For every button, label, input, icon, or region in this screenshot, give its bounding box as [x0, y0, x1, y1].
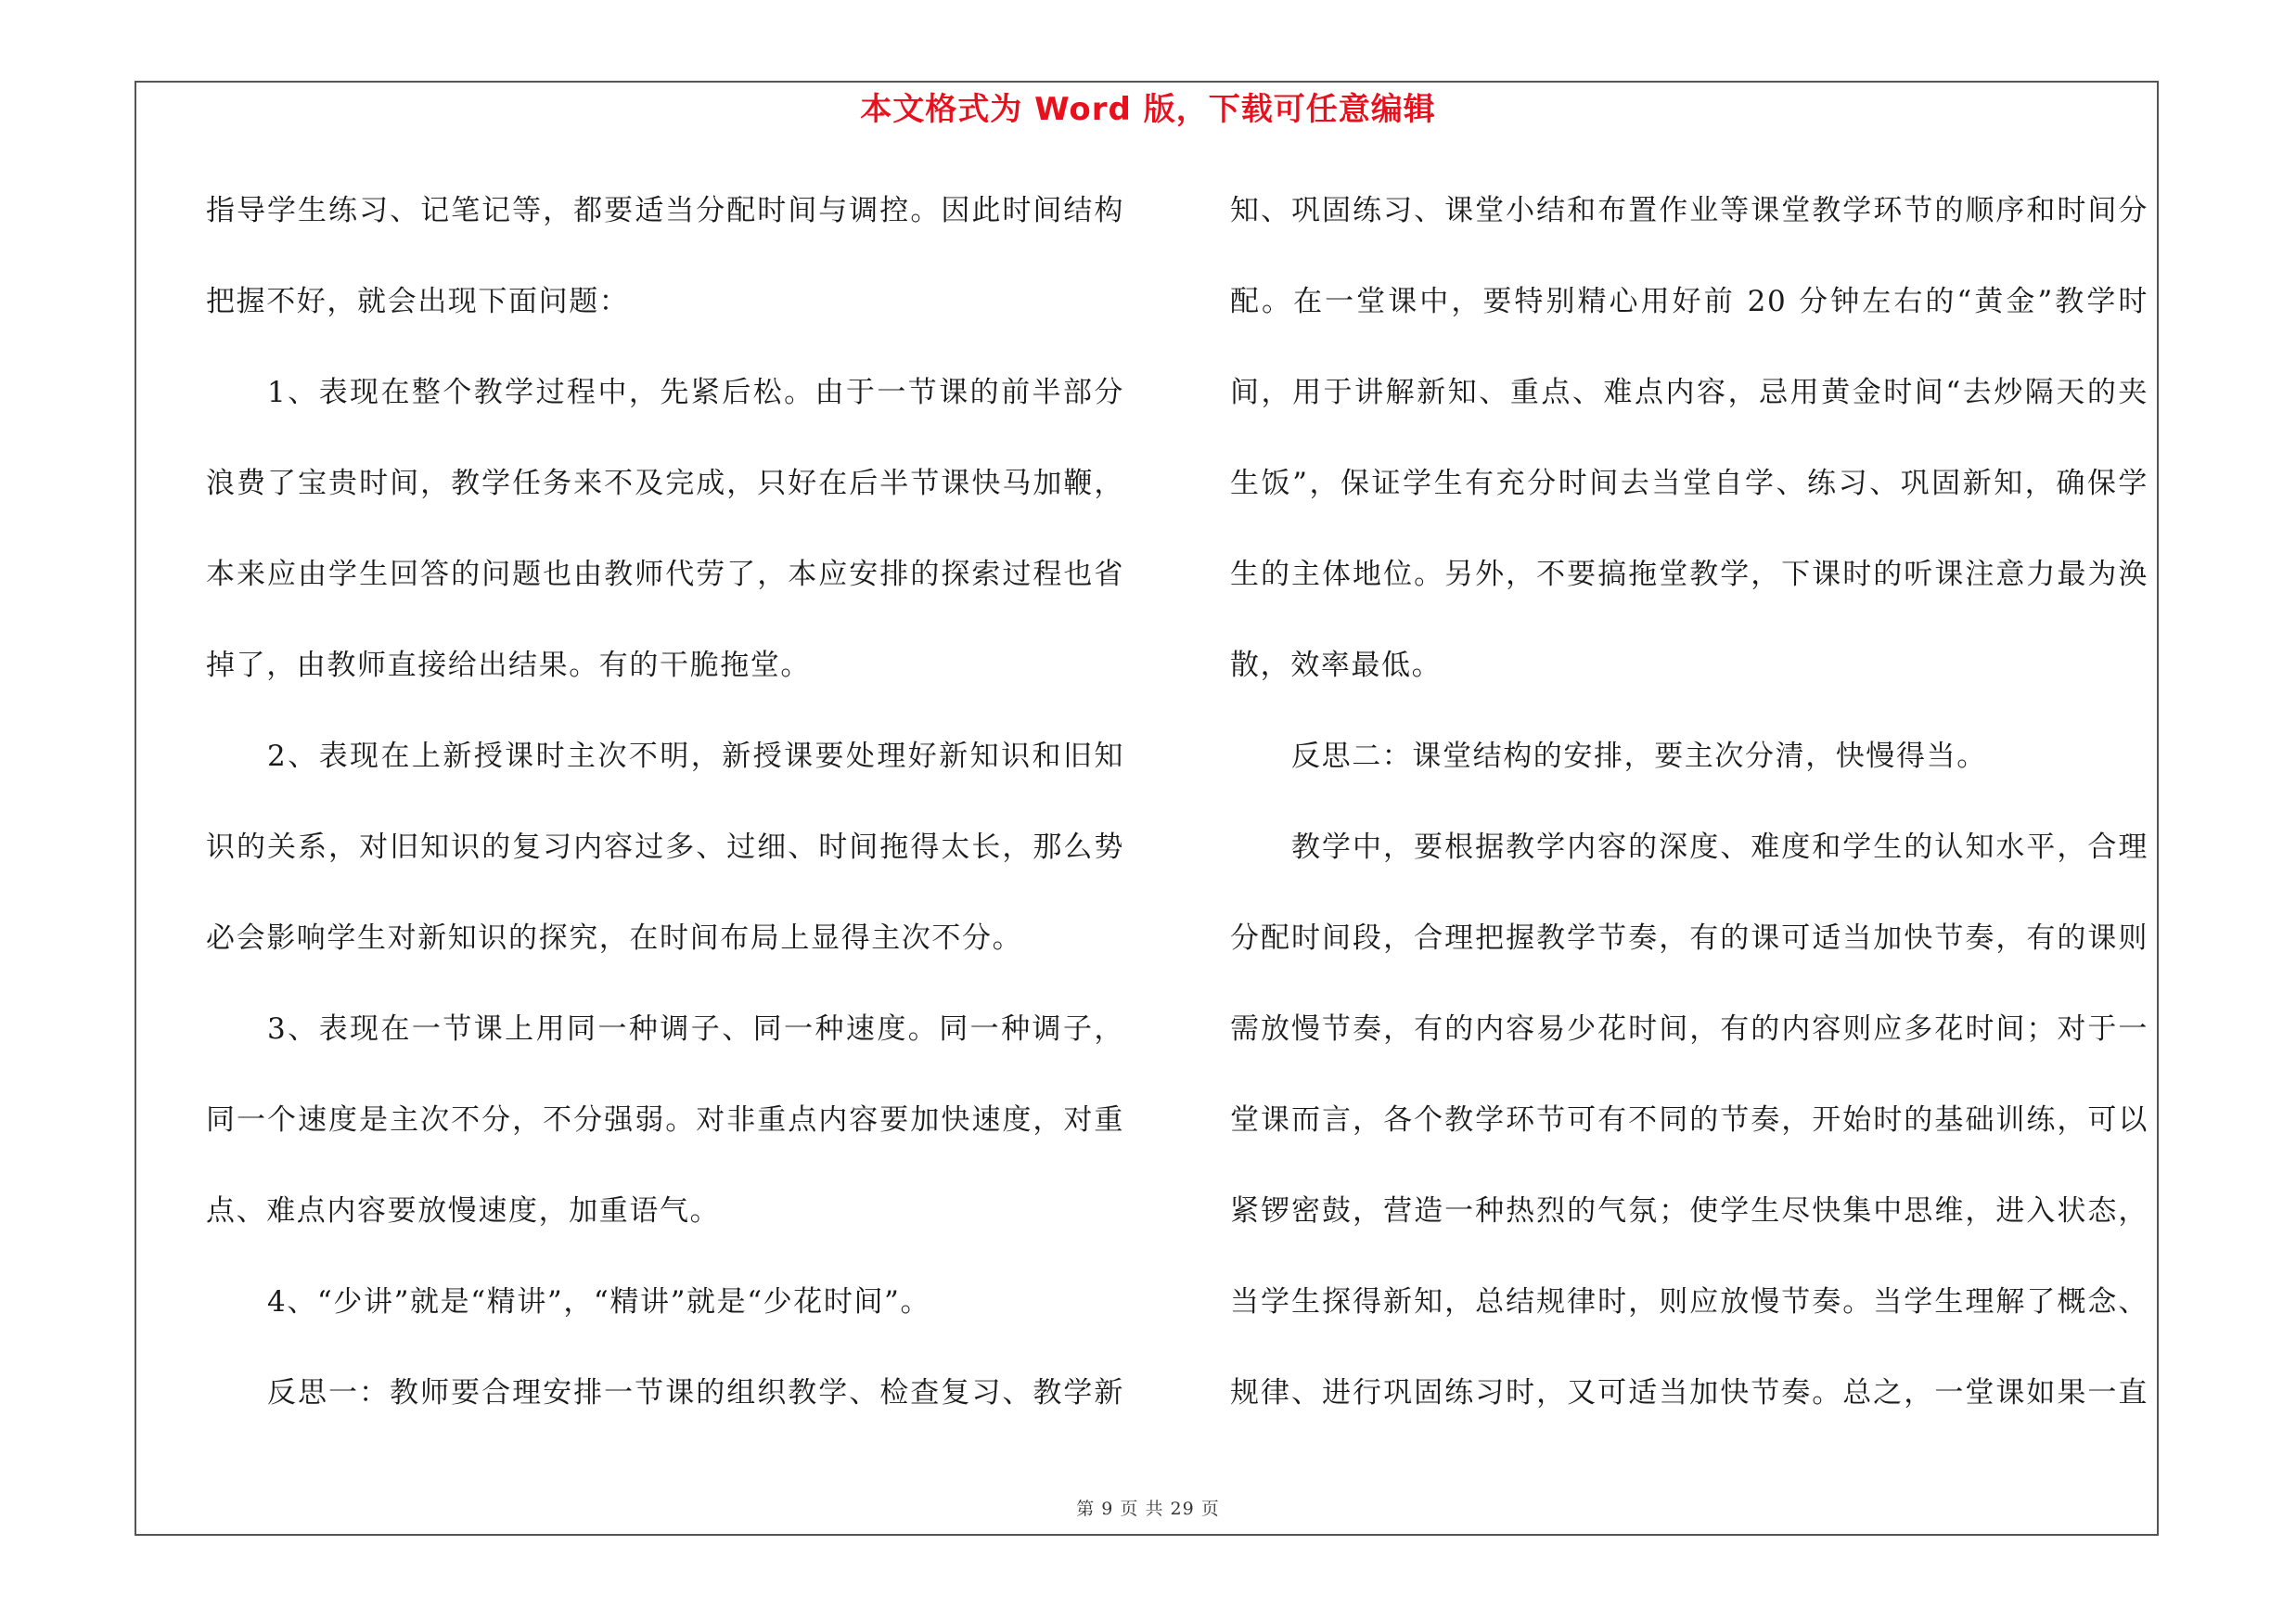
text-line: 2、表现在上新授课时主次不明，新授课要处理好新知识和旧知: [267, 740, 1124, 773]
text-line: 堂课而言，各个教学环节可有不同的节奏，开始时的基础训练，可以: [1230, 1103, 2148, 1137]
text-line: 散，效率最低。: [1230, 649, 1443, 682]
text-line: 需放慢节奏，有的内容易少花时间，有的内容则应多花时间；对于一: [1230, 1012, 2148, 1046]
text-line: 知、巩固练习、课堂小结和布置作业等课堂教学环节的顺序和时间分: [1230, 194, 2148, 227]
text-line: 生的主体地位。另外，不要搞拖堂教学，下课时的听课注意力最为涣: [1230, 558, 2148, 591]
text-line: 紧锣密鼓，营造一种热烈的气氛；使学生尽快集中思维，进入状态，: [1230, 1194, 2148, 1228]
page-number-footer: 第 9 页 共 29 页: [1076, 1499, 1220, 1519]
text-line: 反思二：课堂结构的安排，要主次分清，快慢得当。: [1291, 740, 1987, 773]
text-line: 浪费了宝贵时间，教学任务来不及完成，只好在后半节课快马加鞭，: [206, 467, 1124, 500]
text-line: 规律、进行巩固练习时，又可适当加快节奏。总之，一堂课如果一直: [1230, 1376, 2148, 1410]
left-text-column: [206, 165, 1124, 1438]
text-line: 生饭”，保证学生有充分时间去当堂自学、练习、巩固新知，确保学: [1230, 467, 2148, 500]
text-line: 配。在一堂课中，要特别精心用好前 20 分钟左右的“黄金”教学时: [1230, 285, 2148, 318]
text-line: 识的关系，对旧知识的复习内容过多、过细、时间拖得太长，那么势: [206, 831, 1124, 864]
text-line: 4、“少讲”就是“精讲”，“精讲”就是“少花时间”。: [267, 1285, 931, 1319]
text-line: 当学生探得新知，总结规律时，则应放慢节奏。当学生理解了概念、: [1230, 1285, 2148, 1319]
text-line: 掉了，由教师直接给出结果。有的干脆拖堂。: [206, 649, 811, 682]
text-line: 必会影响学生对新知识的探究，在时间布局上显得主次不分。: [206, 921, 1023, 955]
right-text-column: [1230, 165, 2148, 1438]
text-line: 反思一：教师要合理安排一节课的组织教学、检查复习、教学新: [267, 1376, 1124, 1410]
text-line: 本来应由学生回答的问题也由教师代劳了，本应安排的探索过程也省: [206, 558, 1124, 591]
word-format-banner: 本文格式为 Word 版，下载可任意编辑: [860, 91, 1436, 128]
text-line: 间，用于讲解新知、重点、难点内容，忌用黄金时间“去炒隔天的夹: [1230, 376, 2148, 409]
text-line: 教学中，要根据教学内容的深度、难度和学生的认知水平，合理: [1291, 831, 2148, 864]
text-line: 分配时间段，合理把握教学节奏，有的课可适当加快节奏，有的课则: [1230, 921, 2148, 955]
text-line: 指导学生练习、记笔记等，都要适当分配时间与调控。因此时间结构: [206, 194, 1124, 227]
text-line: 把握不好，就会出现下面问题：: [206, 285, 630, 318]
text-line: 同一个速度是主次不分，不分强弱。对非重点内容要加快速度，对重: [206, 1103, 1124, 1137]
text-line: 3、表现在一节课上用同一种调子、同一种速度。同一种调子，: [267, 1012, 1124, 1046]
text-line: 1、表现在整个教学过程中，先紧后松。由于一节课的前半部分: [267, 376, 1124, 409]
text-line: 点、难点内容要放慢速度，加重语气。: [206, 1194, 721, 1228]
